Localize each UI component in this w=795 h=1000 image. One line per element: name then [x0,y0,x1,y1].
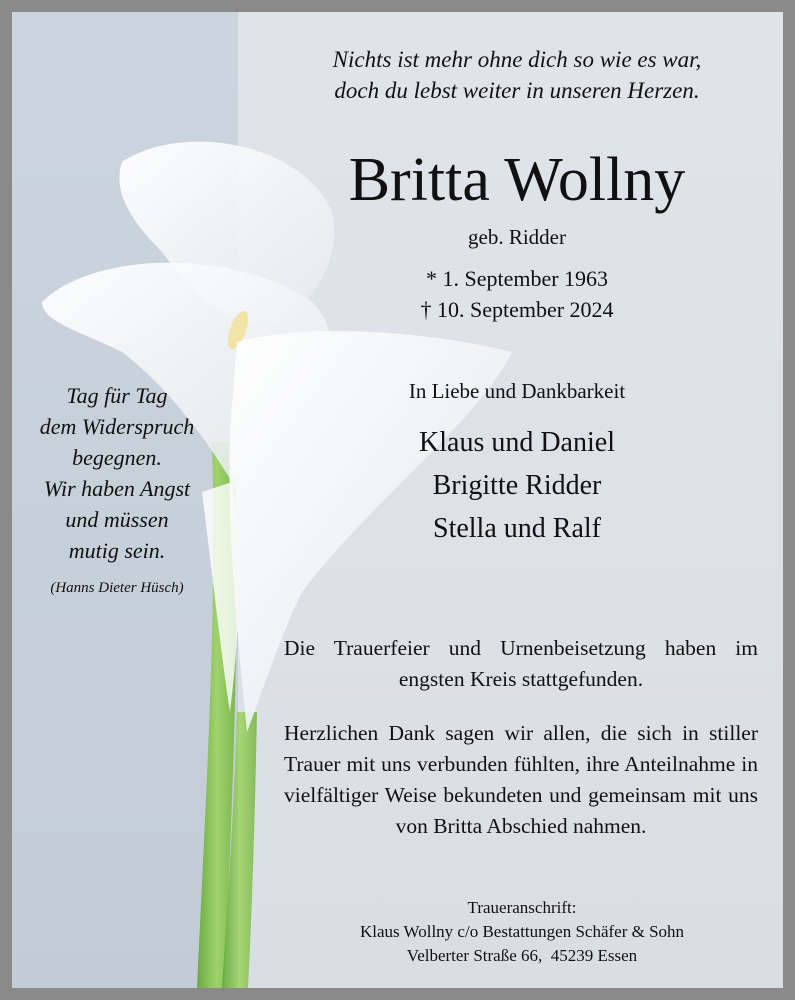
opening-quote [292,44,742,106]
death-date: † 10. September 2024 [420,297,614,322]
side-quote-line: dem Widerspruch [39,414,195,439]
mourners-list [292,421,742,550]
address-line: Velberter Straße 66, 45239 Essen [406,946,638,965]
side-quote [12,380,222,566]
gratitude-line: In Liebe und Dankbarkeit [408,379,626,403]
mourner-name: Klaus und Daniel [419,427,615,458]
deceased-name: Britta Wollny [348,146,686,214]
side-quote-line: begegnen. [72,445,162,470]
mourner-name: Stella und Ralf [433,513,601,544]
side-quote-line: und müssen [65,507,169,532]
side-quote-line: Tag für Tag [66,383,168,408]
mourner-name: Brigitte Ridder [432,470,602,501]
birth-date: * 1. September 1963 [425,266,609,291]
mourning-address [292,896,752,968]
obituary-notice [12,12,783,988]
address-label: Traueranschrift: [467,898,577,917]
address-line: Klaus Wollny c/o Bestattungen Schäfer & Sohn [359,922,685,941]
opening-quote-line: Nichts ist mehr ohne dich so wie es war, [332,47,702,72]
ceremony-paragraph: Die Trauerfeier und Urnenbeisetzung haben im engsten Kreis stattgefunden. [284,636,758,691]
opening-quote-line: doch du lebst weiter in unseren Herzen. [334,78,700,103]
life-dates [292,263,742,325]
birth-name: geb. Ridder [468,225,566,249]
side-quote-author: (Hanns Dieter Hüsch) [50,580,184,596]
thanks-paragraph: Herzlichen Dank sagen wir allen, die sich in stiller Trauer mit uns verbunden fühlten, ihre Anteilnahme in vielfältiger Weise bekundeten und gemeinsam mit uns von Britta Abschied nahmen. [284,721,758,838]
side-quote-line: mutig sein. [68,538,166,563]
side-quote-line: Wir haben Angst [43,476,191,501]
